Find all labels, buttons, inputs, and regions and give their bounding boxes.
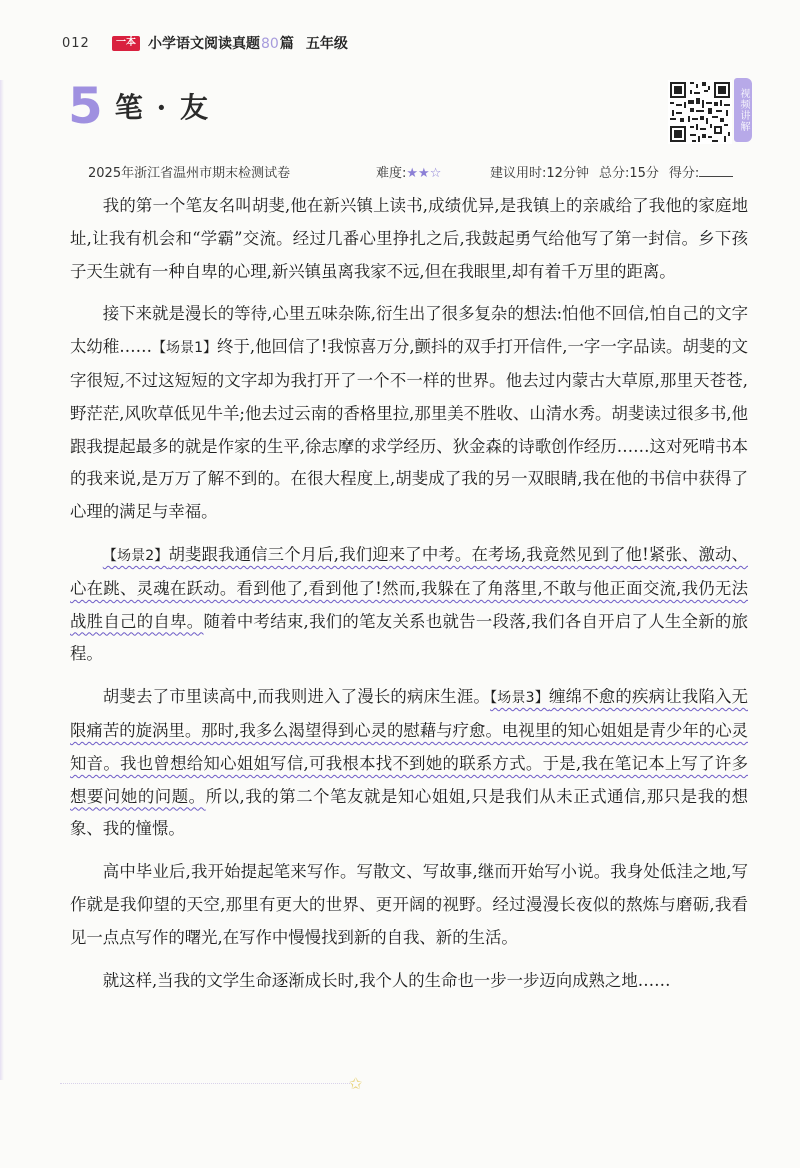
paragraph-2-text-a: 接下来就是漫长的等待,心里五味杂陈,衍生出了很多复杂的想法:怕他不回信,怕自己的文字太幼稚…… [70,304,748,357]
star-decoration-icon: ✩ [349,1074,363,1093]
scene-2-marker: 【场景2】 [102,547,169,564]
total-score: 总分:15分 [598,165,659,181]
suggested-time: 建议用时:12分钟 [490,165,589,181]
book-title-number: 80 [261,36,279,52]
lesson-title: 笔 · 友 [114,91,211,124]
score-obtained [669,162,733,181]
difficulty [376,162,476,181]
lesson-heading [68,78,210,134]
paragraph-5: 高中毕业后,我开始提起笔来写作。写散文、写故事,继而开始写小说。我身处低洼之地,写作就是我仰望的天空,那里有更大的世界、更开阔的视野。经过漫漫长夜似的熬炼与磨砺,我看见一点点写作的曙光,在写作中慢慢找到新的自我、新的生活。 [70,862,748,947]
paragraph-2-text-b: 终于,他回信了!我惊喜万分,颤抖的双手打开信件,一字一字品读。胡斐的文字很短,不过这短短的文字却为我打开了一个不一样的世界。他去过内蒙古大草原,那里天苍苍,野茫茫,风吹草低见牛羊;他去过云南的香格里拉,那里美不胜收、山清水秀。胡斐读过很多书,他跟我提起最多的就是作家的生平,徐志摩的求学经历、狄金森的诗歌创作经历……这对死啃书本的我来说,是万万了解不到的。在很大程度上,胡斐成了我的另一双眼睛,我在他的书信中获得了心理的满足与幸福。 [70,337,749,522]
running-header [62,30,348,56]
qr-code-icon[interactable] [668,80,732,144]
book-title-text: 小学语文阅读真题 [148,36,260,52]
paragraph-4-text-b: 缠绵不愈的疾病让我陷入无限痛苦的旋涡里。那时,我多么渴望得到心灵的慰藉与疗愈。电视里的知心姐姐是青少年的心灵知音。我也曾想给知心姐姐写信,可我根本找不到她的联系方式。于是,我在笔记本上写了许多想要问她的问题。 [70,687,748,806]
score-obtained-label: 得分: [668,165,700,181]
grade-label: 五年级 [305,36,348,52]
book-title [148,33,294,53]
paragraph-3 [70,539,748,671]
paragraph-6: 就这样,当我的文学生命逐渐成长时,我个人的生命也一步一步迈向成熟之地…… [102,970,671,990]
lesson-number: 5 [68,77,103,135]
page-number: 012 [62,35,90,51]
paragraph-2 [70,298,748,529]
brand-logo: 一本 [112,36,140,51]
paragraph-4-text-c: 所以,我的第二个笔友就是知心姐姐,只是我们从未正式通信,那只是我的想象、我的憧憬。 [70,786,748,839]
paragraph-3-text-a: 胡斐跟我通信三个月后,我们迎来了中考。在考场,我竟然见到了他!紧张、激动、心在跳、灵魂在跃动。看到他了,看到他了!然而,我躲在了角落里,不敢与他正面交流,我仍无法战胜自己的自卑。 [70,544,748,631]
scene-1-marker: 【场景1】 [152,340,218,357]
scene-3-marker: 【场景3】 [490,690,549,707]
video-explanation-tab[interactable]: 视频讲解 [734,78,752,142]
exercise-meta [88,160,768,182]
source-exam: 2025年浙江省温州市期末检测试卷 [88,165,291,181]
paragraph-3-text-b: 随着中考结束,我们的笔友关系也就告一段落,我们各自开启了人生全新的旅程。 [70,611,749,664]
difficulty-label: 难度: [376,165,407,181]
bottom-divider [60,1083,350,1084]
page-edge-decoration [0,80,4,1080]
paragraph-4-text-a: 胡斐去了市里读高中,而我则进入了漫长的病床生涯。 [102,687,491,707]
article-body [70,190,748,997]
paragraph-4 [70,681,748,846]
difficulty-stars-icon: ★★☆ [406,165,442,181]
book-title-suffix: 篇 [279,36,294,52]
score-blank-field[interactable] [699,164,733,177]
paragraph-1: 我的第一个笔友名叫胡斐,他在新兴镇上读书,成绩优异,是我镇上的亲戚给了我他的家庭地址,让我有机会和“学霸”交流。经过几番心里挣扎之后,我鼓起勇气给他写了第一封信。乡下孩子天生就有一种自卑的心理,新兴镇虽离我家不远,但在我眼里,却有着千万里的距离。 [70,196,748,281]
